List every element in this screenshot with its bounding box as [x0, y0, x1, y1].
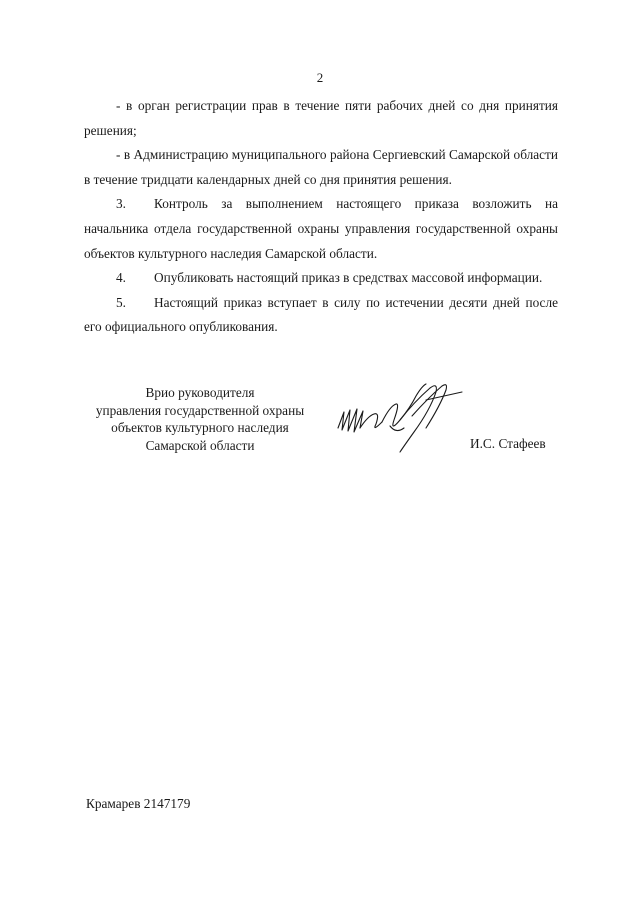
paragraph-5	[84, 291, 558, 340]
paragraph-4-number: 4.	[116, 270, 126, 286]
page-number: 2	[316, 70, 324, 85]
signer-position-line-1: Врио руководителя	[145, 385, 255, 400]
signer-position-line-3: объектов культурного наследия	[111, 420, 289, 435]
document-body	[84, 94, 558, 340]
paragraph-4-text: Опубликовать настоящий приказ в средствах массовой информации.	[154, 270, 543, 286]
executor-note: Крамарев 2147179	[86, 796, 191, 811]
paragraph-3	[84, 192, 558, 266]
paragraph-5-text: Настоящий приказ вступает в силу по истечении десяти дней после его официального опубликования.	[84, 294, 558, 335]
signer-name: И.С. Стафеев	[470, 436, 546, 451]
paragraph-administration: - в Администрацию муниципального района Сергиевский Самарской области в течение тридцати календарных дней со дня принятия решения.	[84, 147, 558, 187]
paragraph-registration-body: - в орган регистрации прав в течение пяти рабочих дней со дня принятия решения;	[84, 98, 558, 138]
signer-position-line-4: Самарской области	[145, 437, 255, 453]
paragraph-4	[84, 266, 558, 291]
paragraph-5-number: 5.	[116, 294, 126, 310]
signer-position	[80, 384, 320, 454]
signer-position-line-2: управления государственной охраны	[95, 402, 305, 418]
paragraph-3-number: 3.	[116, 196, 126, 212]
paragraph-3-text: Контроль за выполнением настоящего приказа возложить на начальника отдела государственной охраны управления государственной охраны объектов культурного наследия Самарской области.	[84, 196, 558, 261]
handwritten-signature	[330, 376, 470, 464]
